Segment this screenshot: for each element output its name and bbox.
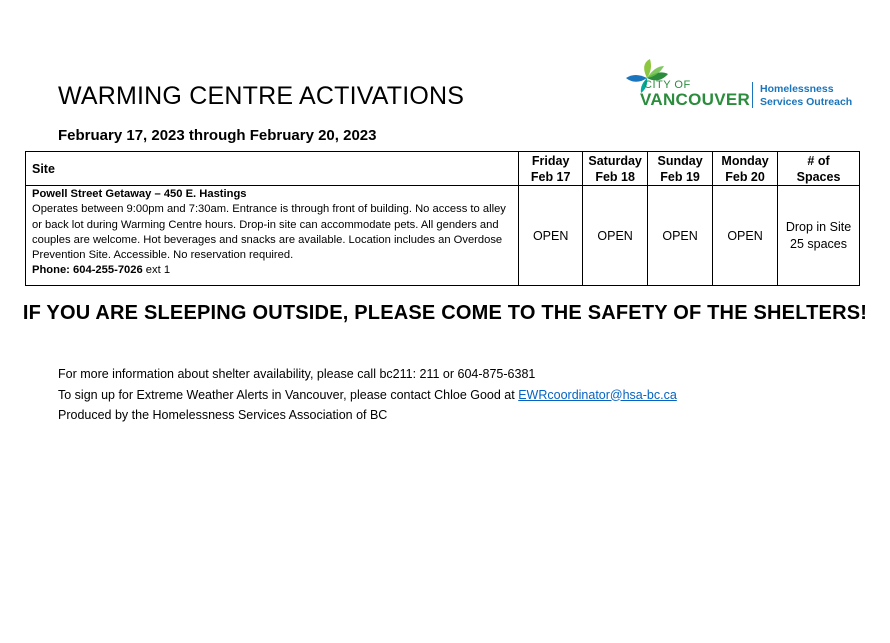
- col-header-day: Sunday Feb 19: [648, 152, 713, 186]
- email-link[interactable]: EWRcoordinator@hsa-bc.ca: [518, 387, 677, 402]
- col-header-day: Monday Feb 20: [713, 152, 778, 186]
- col-header-day: Saturday Feb 18: [583, 152, 648, 186]
- warming-centre-table: [25, 151, 860, 286]
- col-header-spaces: # of Spaces: [778, 152, 860, 186]
- site-description: Operates between 9:00pm and 7:30am. Entrance is through front of building. No access to alley or back lot during Warming Centre hours. Drop-in site can accommodate pets. All genders and couples are welcome. Hot beverages and snacks are available. Location includes an Overdose Prevention Site. Accessible. No reservation required.: [32, 203, 506, 262]
- footer-info: [58, 364, 677, 426]
- date-range: February 17, 2023 through February 20, 2023: [58, 127, 377, 144]
- status-cell: OPEN: [583, 186, 648, 286]
- spaces-cell: Drop in Site 25 spaces: [778, 186, 860, 286]
- logo-vancouver: VANCOUVER: [640, 90, 751, 109]
- site-name: Powell Street Getaway – 450 E. Hastings: [32, 188, 247, 200]
- footer-line-signup: To sign up for Extreme Weather Alerts in Vancouver, please contact Chloe Good at EWRcoordinator@hsa-bc.ca: [58, 387, 677, 402]
- status-cell: OPEN: [648, 186, 713, 286]
- footer-line-info: For more information about shelter availability, please call bc211: 211 or 604-875-6381: [58, 367, 536, 381]
- safety-alert: IF YOU ARE SLEEPING OUTSIDE, PLEASE COME TO THE SAFETY OF THE SHELTERS!: [22, 302, 868, 324]
- logo-department: [760, 83, 852, 109]
- status-cell: OPEN: [519, 186, 583, 286]
- page-title: WARMING CENTRE ACTIVATIONS: [58, 82, 465, 110]
- logo-department-line2: Services Outreach: [760, 96, 853, 108]
- table-row: [26, 186, 860, 286]
- site-phone: Phone: 604-255-7026 ext 1: [32, 264, 171, 277]
- logo-divider: [752, 82, 753, 108]
- city-of-vancouver-logo: [622, 56, 862, 114]
- status-cell: OPEN: [713, 186, 778, 286]
- table-header-row: [26, 152, 860, 186]
- logo-city-of: CITY OF: [644, 79, 691, 91]
- footer-line-producer: Produced by the Homelessness Services Association of BC: [58, 408, 388, 422]
- logo-department-line1: Homelessness: [760, 83, 834, 95]
- col-header-day: Friday Feb 17: [519, 152, 583, 186]
- col-header-site: Site: [26, 152, 519, 186]
- site-cell: [26, 186, 519, 286]
